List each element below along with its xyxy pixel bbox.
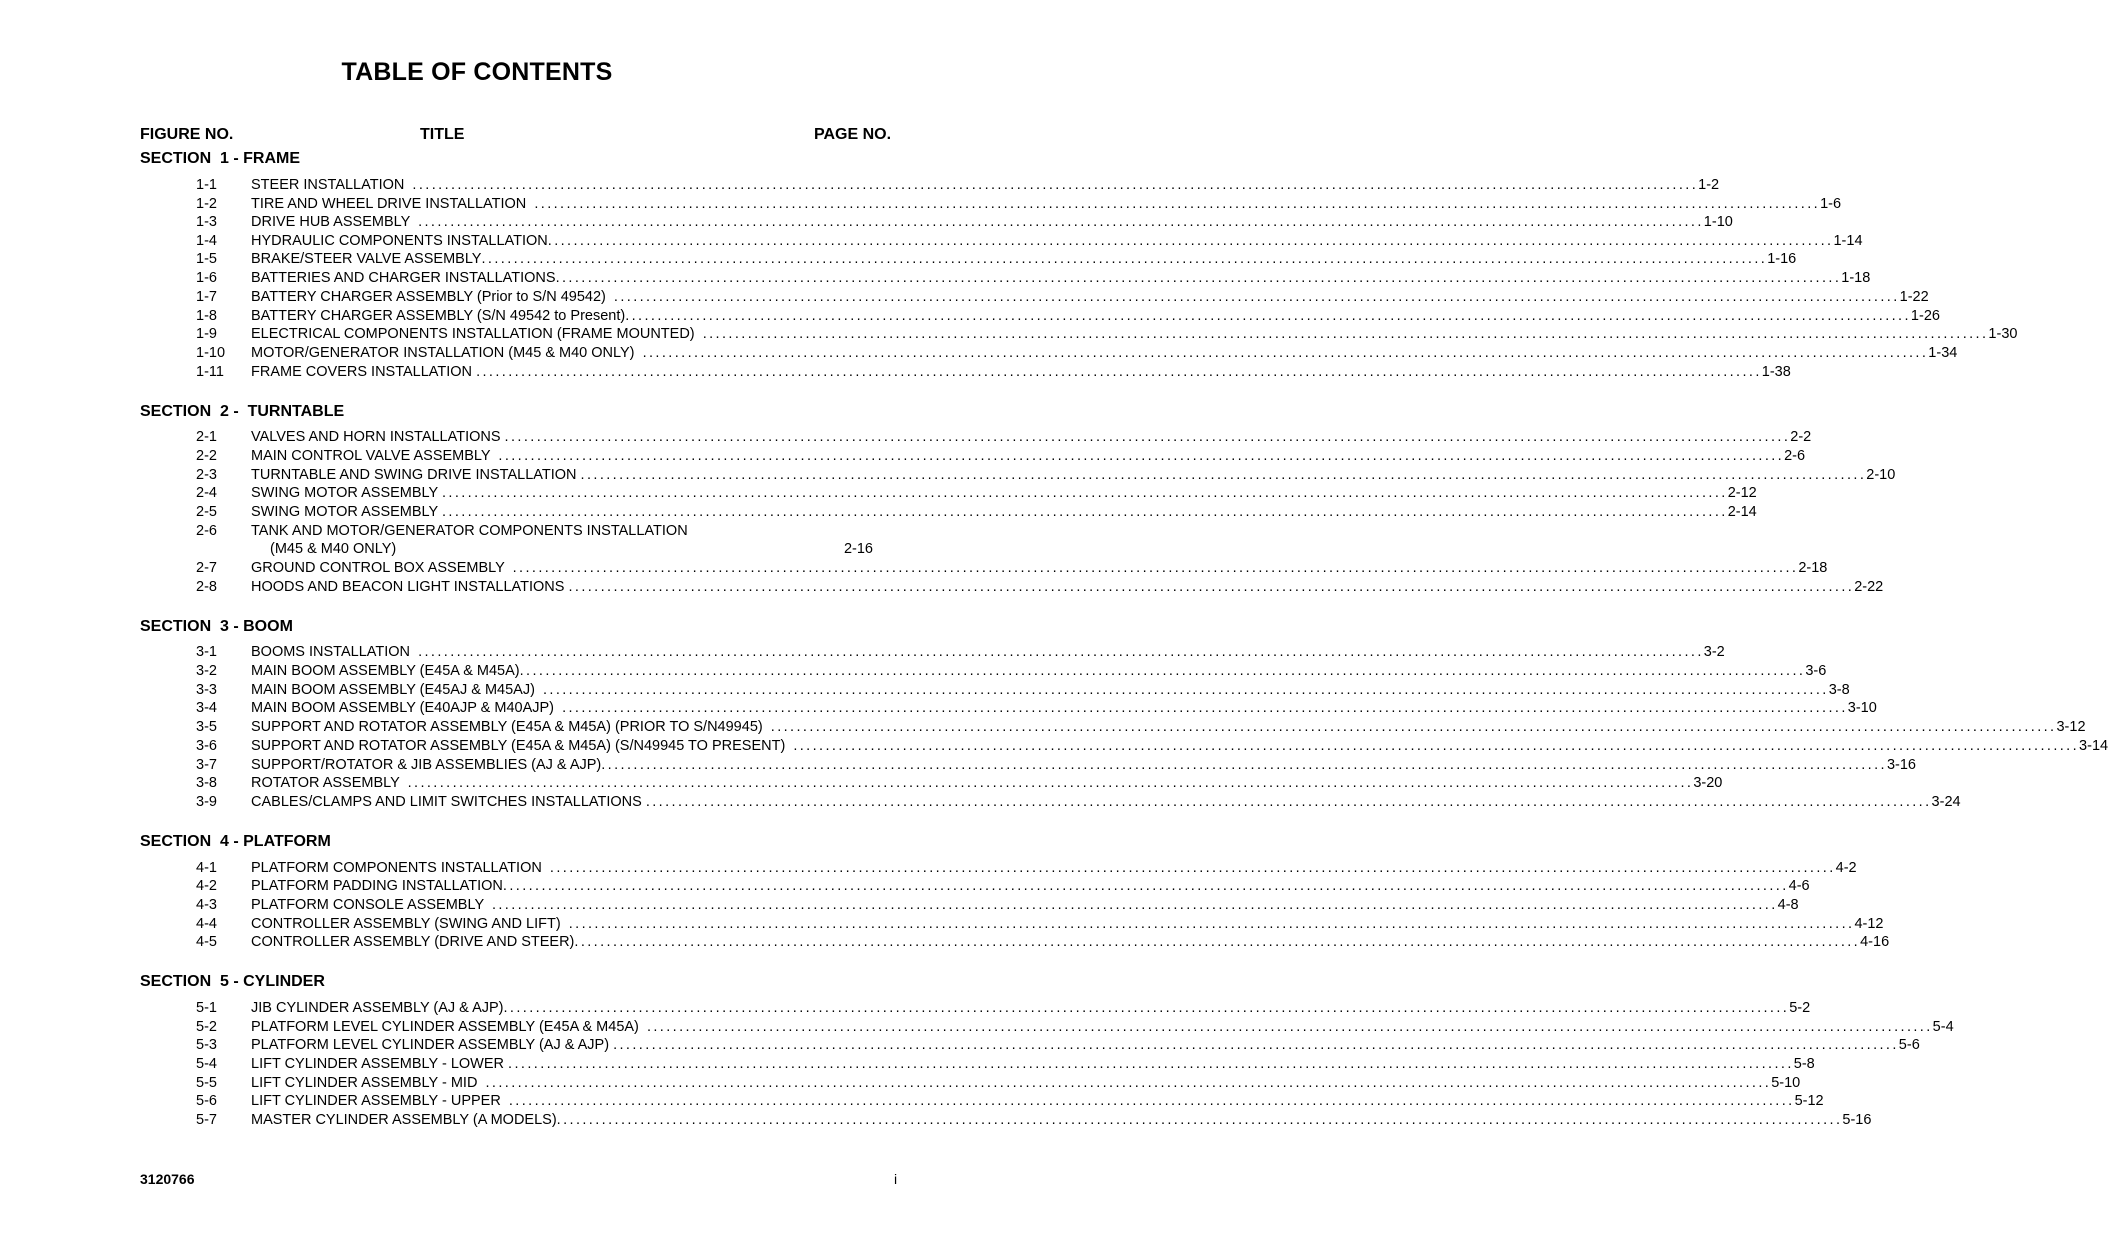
entry-title: HOODS AND BEACON LIGHT INSTALLATIONS (251, 579, 569, 595)
entry-page: 3-14 (2079, 738, 2108, 754)
dot-leader: ........................................................................................................................................................................................................ (642, 345, 1929, 361)
dot-leader: ........................................................................................................................................................................................................ (481, 251, 1768, 267)
figure-number: 3-6 (196, 738, 217, 754)
figure-number: 3-2 (196, 663, 217, 679)
dot-leader: ........................................................................................................................................................................................................ (613, 1037, 1899, 1053)
figure-number: 5-1 (196, 1000, 217, 1016)
entry-title: LIFT CYLINDER ASSEMBLY - MID (251, 1075, 486, 1091)
toc-entry[interactable] (196, 718, 2086, 736)
toc-entry[interactable] (196, 643, 1725, 661)
toc-entry[interactable] (196, 428, 1812, 446)
toc-entry[interactable] (196, 466, 1896, 484)
entry-title: PLATFORM LEVEL CYLINDER ASSEMBLY (AJ & AJP) (251, 1037, 614, 1053)
dot-leader: ........................................................................................................................................................................................................ (646, 1019, 1933, 1035)
toc-entry[interactable] (196, 288, 1929, 306)
entry-page: 4-6 (1788, 878, 1810, 894)
entry-title: STEER INSTALLATION (251, 177, 413, 193)
entry-page: 3-2 (1703, 644, 1725, 660)
toc-entry[interactable] (196, 176, 1720, 194)
dot-leader: ........................................................................................................................................................................................................ (491, 897, 1778, 913)
figure-number: 3-7 (196, 757, 217, 773)
figure-number: 3-8 (196, 775, 217, 791)
section-heading: SECTION 3 - BOOM (140, 618, 293, 635)
figure-number: 1-8 (196, 308, 217, 324)
toc-entry[interactable] (196, 484, 1757, 502)
document-number: 3120766 (140, 1171, 195, 1187)
toc-entry[interactable] (196, 213, 1733, 231)
dot-leader: ........................................................................................................................................................................................................ (601, 757, 1887, 773)
entry-title: BOOMS INSTALLATION (251, 644, 419, 660)
entry-page: 3-20 (1693, 775, 1723, 791)
entry-page: 3-10 (1847, 700, 1877, 716)
toc-entry[interactable] (196, 447, 1806, 465)
entry-page: 2-6 (1784, 448, 1806, 464)
toc-entry[interactable] (196, 363, 1791, 381)
entry-title: SUPPORT AND ROTATOR ASSEMBLY (E45A & M45A) (PRIOR TO S/N49945) (251, 719, 771, 735)
entry-page: 5-6 (1898, 1037, 1920, 1053)
entry-title: BRAKE/STEER VALVE ASSEMBLY (251, 251, 482, 267)
dot-leader: ........................................................................................................................................................................................................ (418, 214, 1704, 230)
toc-entry[interactable] (196, 325, 2018, 343)
entry-page: 1-2 (1698, 177, 1720, 193)
figure-number: 4-1 (196, 860, 217, 876)
figure-number: 3-5 (196, 719, 217, 735)
entry-page: 3-12 (2056, 719, 2086, 735)
toc-entry[interactable] (196, 1018, 1954, 1036)
entry-title: MASTER CYLINDER ASSEMBLY (A MODELS) (251, 1112, 557, 1128)
entry-page: 2-2 (1790, 429, 1812, 445)
entry-page: 2-22 (1854, 579, 1884, 595)
entry-title: HYDRAULIC COMPONENTS INSTALLATION (251, 233, 548, 249)
figure-number: 1-2 (196, 196, 217, 212)
entry-page: 1-6 (1820, 196, 1842, 212)
dot-leader: ........................................................................................................................................................................................................ (534, 196, 1821, 212)
toc-entry[interactable] (196, 1074, 1801, 1092)
entry-title: SUPPORT/ROTATOR & JIB ASSEMBLIES (AJ & AJP) (251, 757, 602, 773)
entry-page: 1-18 (1841, 270, 1871, 286)
dot-leader: ........................................................................................................................................................................................................ (580, 467, 1867, 483)
figure-number: 2-8 (196, 579, 217, 595)
dot-leader: ........................................................................................................................................................................................................ (556, 1112, 1843, 1128)
toc-entry[interactable] (196, 250, 1797, 268)
entry-page: 5-4 (1932, 1019, 1954, 1035)
toc-entry[interactable] (196, 503, 1757, 521)
entry-page: 4-8 (1777, 897, 1799, 913)
entry-title: DRIVE HUB ASSEMBLY (251, 214, 419, 230)
entry-page: 3-24 (1931, 794, 1961, 810)
entry-title: MAIN BOOM ASSEMBLY (E45AJ & M45AJ) (251, 682, 543, 698)
dot-leader: ........................................................................................................................................................................................................ (645, 794, 1932, 810)
entry-page: 2-10 (1866, 467, 1896, 483)
entry-page: 1-30 (1988, 326, 2018, 342)
figure-number: 3-3 (196, 682, 217, 698)
figure-number: 4-4 (196, 916, 217, 932)
dot-leader: ........................................................................................................................................................................................................ (503, 1000, 1790, 1016)
dot-leader: ........................................................................................................................................................................................................ (613, 289, 1900, 305)
toc-entry[interactable] (196, 896, 1799, 914)
entry-page: 2-18 (1798, 560, 1828, 576)
entry-page: 1-14 (1833, 233, 1863, 249)
title-header: TITLE (420, 126, 465, 143)
entry-title: ROTATOR ASSEMBLY (251, 775, 408, 791)
figure-number: 3-1 (196, 644, 217, 660)
dot-leader: ........................................................................................................................................................................................................ (568, 579, 1855, 595)
section-heading: SECTION 1 - FRAME (140, 150, 301, 167)
page-title: TABLE OF CONTENTS (341, 58, 613, 86)
toc-entry[interactable] (196, 681, 1850, 699)
figure-number: 2-2 (196, 448, 217, 464)
entry-title: MAIN BOOM ASSEMBLY (E40AJP & M40AJP) (251, 700, 563, 716)
dot-leader: ........................................................................................................................................................................................................ (407, 775, 1694, 791)
entry-title: BATTERY CHARGER ASSEMBLY (S/N 49542 to Present) (251, 308, 626, 324)
entry-title: LIFT CYLINDER ASSEMBLY - LOWER (251, 1056, 509, 1072)
entry-page: 4-12 (1854, 916, 1884, 932)
toc-entry[interactable] (196, 1055, 1815, 1073)
entry-title: MAIN CONTROL VALVE ASSEMBLY (251, 448, 499, 464)
entry-page: 1-34 (1928, 345, 1958, 361)
entry-title: BATTERY CHARGER ASSEMBLY (Prior to S/N 49542) (251, 289, 614, 305)
entry-page: 1-26 (1910, 308, 1940, 324)
figure-number: 5-3 (196, 1037, 217, 1053)
toc-entry[interactable] (196, 699, 1877, 717)
figure-number: 1-3 (196, 214, 217, 230)
dot-leader: ........................................................................................................................................................................................................ (562, 700, 1848, 716)
figure-number: 5-6 (196, 1093, 217, 1109)
figure-number: 2-6 (196, 523, 217, 539)
dot-leader: ........................................................................................................................................................................................................ (568, 916, 1855, 932)
dot-leader: ........................................................................................................................................................................................................ (508, 1093, 1795, 1109)
entry-page: 1-10 (1703, 214, 1733, 230)
entry-title: FRAME COVERS INSTALLATION (251, 364, 477, 380)
entry-title: CONTROLLER ASSEMBLY (SWING AND LIFT) (251, 916, 569, 932)
figure-number: 2-3 (196, 467, 217, 483)
figure-number: 5-2 (196, 1019, 217, 1035)
entry-page: 3-8 (1828, 682, 1850, 698)
toc-entry[interactable] (196, 859, 1857, 877)
entry-page: 5-8 (1793, 1056, 1815, 1072)
entry-title: PLATFORM COMPONENTS INSTALLATION (251, 860, 550, 876)
entry-title: GROUND CONTROL BOX ASSEMBLY (251, 560, 513, 576)
section-heading: SECTION 2 - TURNTABLE (140, 403, 345, 420)
toc-entry[interactable] (196, 307, 1940, 325)
toc-entry[interactable] (196, 933, 1890, 951)
figure-number: 4-3 (196, 897, 217, 913)
dot-leader: ........................................................................................................................................................................................................ (549, 860, 1836, 876)
figure-number: 2-5 (196, 504, 217, 520)
toc-entry[interactable] (196, 232, 1863, 250)
figure-number: 2-4 (196, 485, 217, 501)
figure-number: 4-5 (196, 934, 217, 950)
entry-title: BATTERIES AND CHARGER INSTALLATIONS (251, 270, 556, 286)
figure-number: 1-7 (196, 289, 217, 305)
entry-title: ELECTRICAL COMPONENTS INSTALLATION (FRAME MOUNTED) (251, 326, 703, 342)
toc-entry[interactable] (196, 344, 1958, 362)
entry-title: LIFT CYLINDER ASSEMBLY - UPPER (251, 1093, 509, 1109)
figure-number: 3-9 (196, 794, 217, 810)
figure-number: 5-4 (196, 1056, 217, 1072)
dot-leader: ........................................................................................................................................................................................................ (519, 663, 1806, 679)
toc-entry[interactable] (196, 774, 1723, 792)
entry-page: 3-6 (1805, 663, 1827, 679)
toc-entry[interactable] (196, 559, 1828, 577)
dot-leader: ........................................................................................................................................................................................................ (508, 1056, 1794, 1072)
toc-entry[interactable] (196, 793, 1961, 811)
figure-number: 2-7 (196, 560, 217, 576)
figure-number: 1-9 (196, 326, 217, 342)
figure-number: 5-7 (196, 1112, 217, 1128)
dot-leader: ........................................................................................................................................................................................................ (547, 233, 1834, 249)
dot-leader: ........................................................................................................................................................................................................ (793, 738, 2080, 754)
entry-page: 1-38 (1761, 364, 1791, 380)
entry-title: MAIN BOOM ASSEMBLY (E45A & M45A) (251, 663, 520, 679)
entry-title: SWING MOTOR ASSEMBLY (251, 504, 442, 520)
entry-title: SWING MOTOR ASSEMBLY (251, 485, 442, 501)
figure-number: 2-1 (196, 429, 217, 445)
section-heading: SECTION 5 - CYLINDER (140, 973, 325, 990)
dot-leader: ........................................................................................................................................................................................................ (542, 682, 1829, 698)
entry-page: 4-2 (1835, 860, 1857, 876)
dot-leader: ........................................................................................................................................................................................................ (418, 644, 1704, 660)
dot-leader: ........................................................................................................................................................................................................ (625, 308, 1911, 324)
entry-page: 2-14 (1727, 504, 1757, 520)
toc-entry[interactable] (196, 195, 1842, 213)
entry-title: PLATFORM PADDING INSTALLATION (251, 878, 503, 894)
figure-number: 1-1 (196, 177, 217, 193)
toc-entry[interactable] (196, 1092, 1824, 1110)
entry-title: VALVES AND HORN INSTALLATIONS (251, 429, 505, 445)
dot-leader: ........................................................................................................................................................................................................ (441, 504, 1728, 520)
toc-entry[interactable] (196, 1111, 1872, 1129)
dot-leader: ........................................................................................................................................................................................................ (574, 934, 1861, 950)
entry-page: 5-2 (1789, 1000, 1811, 1016)
figure-number: 1-6 (196, 270, 217, 286)
dot-leader: ........................................................................................................................................................................................................ (512, 560, 1799, 576)
entry-page: 5-16 (1842, 1112, 1872, 1128)
dot-leader: ........................................................................................................................................................................................................ (485, 1075, 1772, 1091)
dot-leader: ........................................................................................................................................................................................................ (702, 326, 1989, 342)
entry-title: MOTOR/GENERATOR INSTALLATION (M45 & M40 ONLY) (251, 345, 643, 361)
figure-number: 1-10 (196, 345, 226, 361)
toc-entry[interactable] (196, 915, 1884, 933)
toc-entry[interactable] (196, 737, 2108, 755)
toc-entry[interactable] (196, 1036, 1920, 1054)
entry-page: 1-22 (1899, 289, 1929, 305)
dot-leader: ........................................................................................................................................................................................................ (498, 448, 1785, 464)
entry-page: 2-12 (1727, 485, 1757, 501)
toc-entry[interactable] (196, 522, 873, 558)
toc-entry[interactable] (196, 662, 1827, 680)
entry-subtitle: (M45 & M40 ONLY) (270, 541, 397, 557)
toc-entry[interactable] (196, 877, 1810, 895)
entry-title: TANK AND MOTOR/GENERATOR COMPONENTS INSTALLATION (251, 523, 688, 539)
entry-title: JIB CYLINDER ASSEMBLY (AJ & AJP) (251, 1000, 504, 1016)
dot-leader: ........................................................................................................................................................................................................ (504, 429, 1791, 445)
figure-number: 3-4 (196, 700, 217, 716)
entry-title: SUPPORT AND ROTATOR ASSEMBLY (E45A & M45A) (S/N49945 TO PRESENT) (251, 738, 794, 754)
entry-page: 5-10 (1771, 1075, 1801, 1091)
figure-no-header: FIGURE NO. (140, 126, 234, 143)
figure-number: 5-5 (196, 1075, 217, 1091)
entry-page: 1-16 (1767, 251, 1797, 267)
entry-page: 5-12 (1794, 1093, 1824, 1109)
dot-leader: ........................................................................................................................................................................................................ (770, 719, 2057, 735)
entry-title: TURNTABLE AND SWING DRIVE INSTALLATION (251, 467, 581, 483)
dot-leader: ........................................................................................................................................................................................................ (412, 177, 1699, 193)
figure-number: 1-4 (196, 233, 217, 249)
entry-title: CONTROLLER ASSEMBLY (DRIVE AND STEER) (251, 934, 575, 950)
dot-leader: ........................................................................................................................................................................................................ (441, 485, 1728, 501)
entry-title: TIRE AND WHEEL DRIVE INSTALLATION (251, 196, 535, 212)
entry-title: PLATFORM CONSOLE ASSEMBLY (251, 897, 492, 913)
entry-title: PLATFORM LEVEL CYLINDER ASSEMBLY (E45A & M45A) (251, 1019, 647, 1035)
page-no-header: PAGE NO. (814, 126, 892, 143)
dot-leader: ........................................................................................................................................................................................................ (502, 878, 1789, 894)
entry-title: CABLES/CLAMPS AND LIMIT SWITCHES INSTALLATIONS (251, 794, 646, 810)
dot-leader: ........................................................................................................................................................................................................ (555, 270, 1842, 286)
dot-leader: ........................................................................................................................................................................................................ (476, 364, 1762, 380)
toc-entry[interactable] (196, 578, 1884, 596)
entry-page: 3-16 (1886, 757, 1916, 773)
toc-entry[interactable] (196, 269, 1871, 287)
entry-page: 4-16 (1860, 934, 1890, 950)
figure-number: 1-5 (196, 251, 217, 267)
toc-entry[interactable] (196, 999, 1811, 1017)
figure-number: 4-2 (196, 878, 217, 894)
entry-page: 2-16 (843, 541, 873, 557)
toc-entry[interactable] (196, 756, 1916, 774)
page-number: i (894, 1171, 898, 1187)
figure-number: 1-11 (196, 364, 224, 380)
section-heading: SECTION 4 - PLATFORM (140, 833, 331, 850)
